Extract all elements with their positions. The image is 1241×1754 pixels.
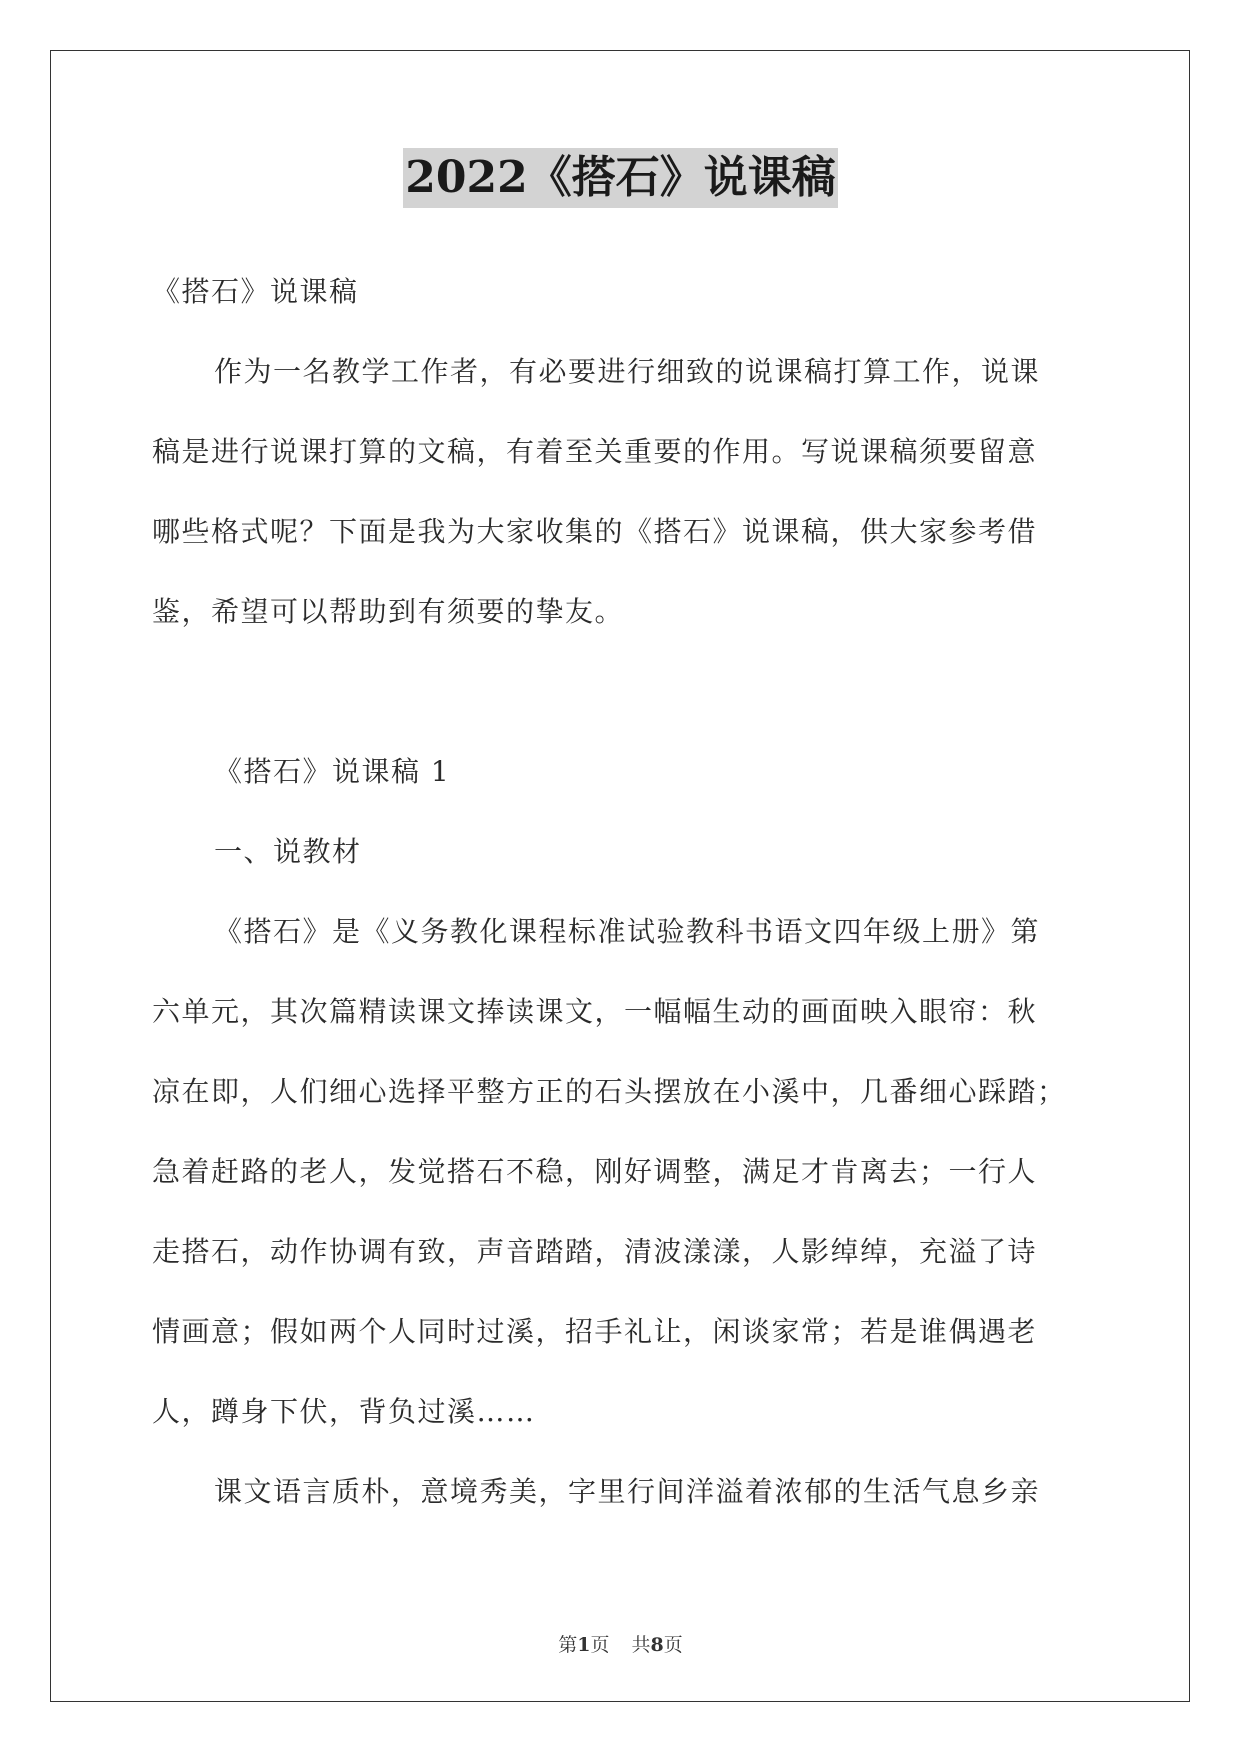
total-pages: 8 <box>650 1634 664 1656</box>
page-footer <box>0 1630 1241 1657</box>
text-line: 《搭石》说课稿 1 <box>214 755 451 788</box>
text-line: 急着赶路的老人，发觉搭石不稳，刚好调整，满足才肯离去；一行人 <box>152 1155 1038 1188</box>
text-line: 作为一名教学工作者，有必要进行细致的说课稿打算工作，说课 <box>214 355 1041 388</box>
page-suffix: 页 <box>590 1634 610 1656</box>
text-line: 走搭石，动作协调有致，声音踏踏，清波漾漾，人影绰绰，充溢了诗 <box>152 1235 1038 1268</box>
text-line: 课文语言质朴，意境秀美，字里行间洋溢着浓郁的生活气息乡亲 <box>214 1475 1041 1508</box>
text-line: 六单元，其次篇精读课文捧读课文，一幅幅生动的画面映入眼帘：秋 <box>152 995 1038 1028</box>
text-line: 《搭石》说课稿 <box>152 275 359 308</box>
page-number: 1 <box>577 1634 591 1656</box>
text-line: 鉴，希望可以帮助到有须要的挚友。 <box>152 595 625 628</box>
text-line: 人，蹲身下伏，背负过溪…… <box>152 1395 536 1428</box>
document-body <box>152 252 1097 1532</box>
text-line: 哪些格式呢？下面是我为大家收集的《搭石》说课稿，供大家参考借 <box>152 515 1038 548</box>
total-prefix: 共 <box>631 1634 651 1656</box>
total-suffix: 页 <box>663 1634 683 1656</box>
text-line: 稿是进行说课打算的文稿，有着至关重要的作用。写说课稿须要留意 <box>152 435 1038 468</box>
document-title: 2022《搭石》说课稿 <box>403 148 837 208</box>
text-line: 凉在即，人们细心选择平整方正的石头摆放在小溪中，几番细心踩踏； <box>152 1075 1067 1108</box>
page-prefix: 第 <box>558 1634 578 1656</box>
text-line: 《搭石》是《义务教化课程标准试验教科书语文四年级上册》第 <box>214 915 1041 948</box>
text-line: 一、说教材 <box>214 835 362 868</box>
text-line: 情画意；假如两个人同时过溪，招手礼让，闲谈家常；若是谁偶遇老 <box>152 1315 1038 1348</box>
blank-line <box>152 652 1097 732</box>
title-container <box>0 148 1241 208</box>
